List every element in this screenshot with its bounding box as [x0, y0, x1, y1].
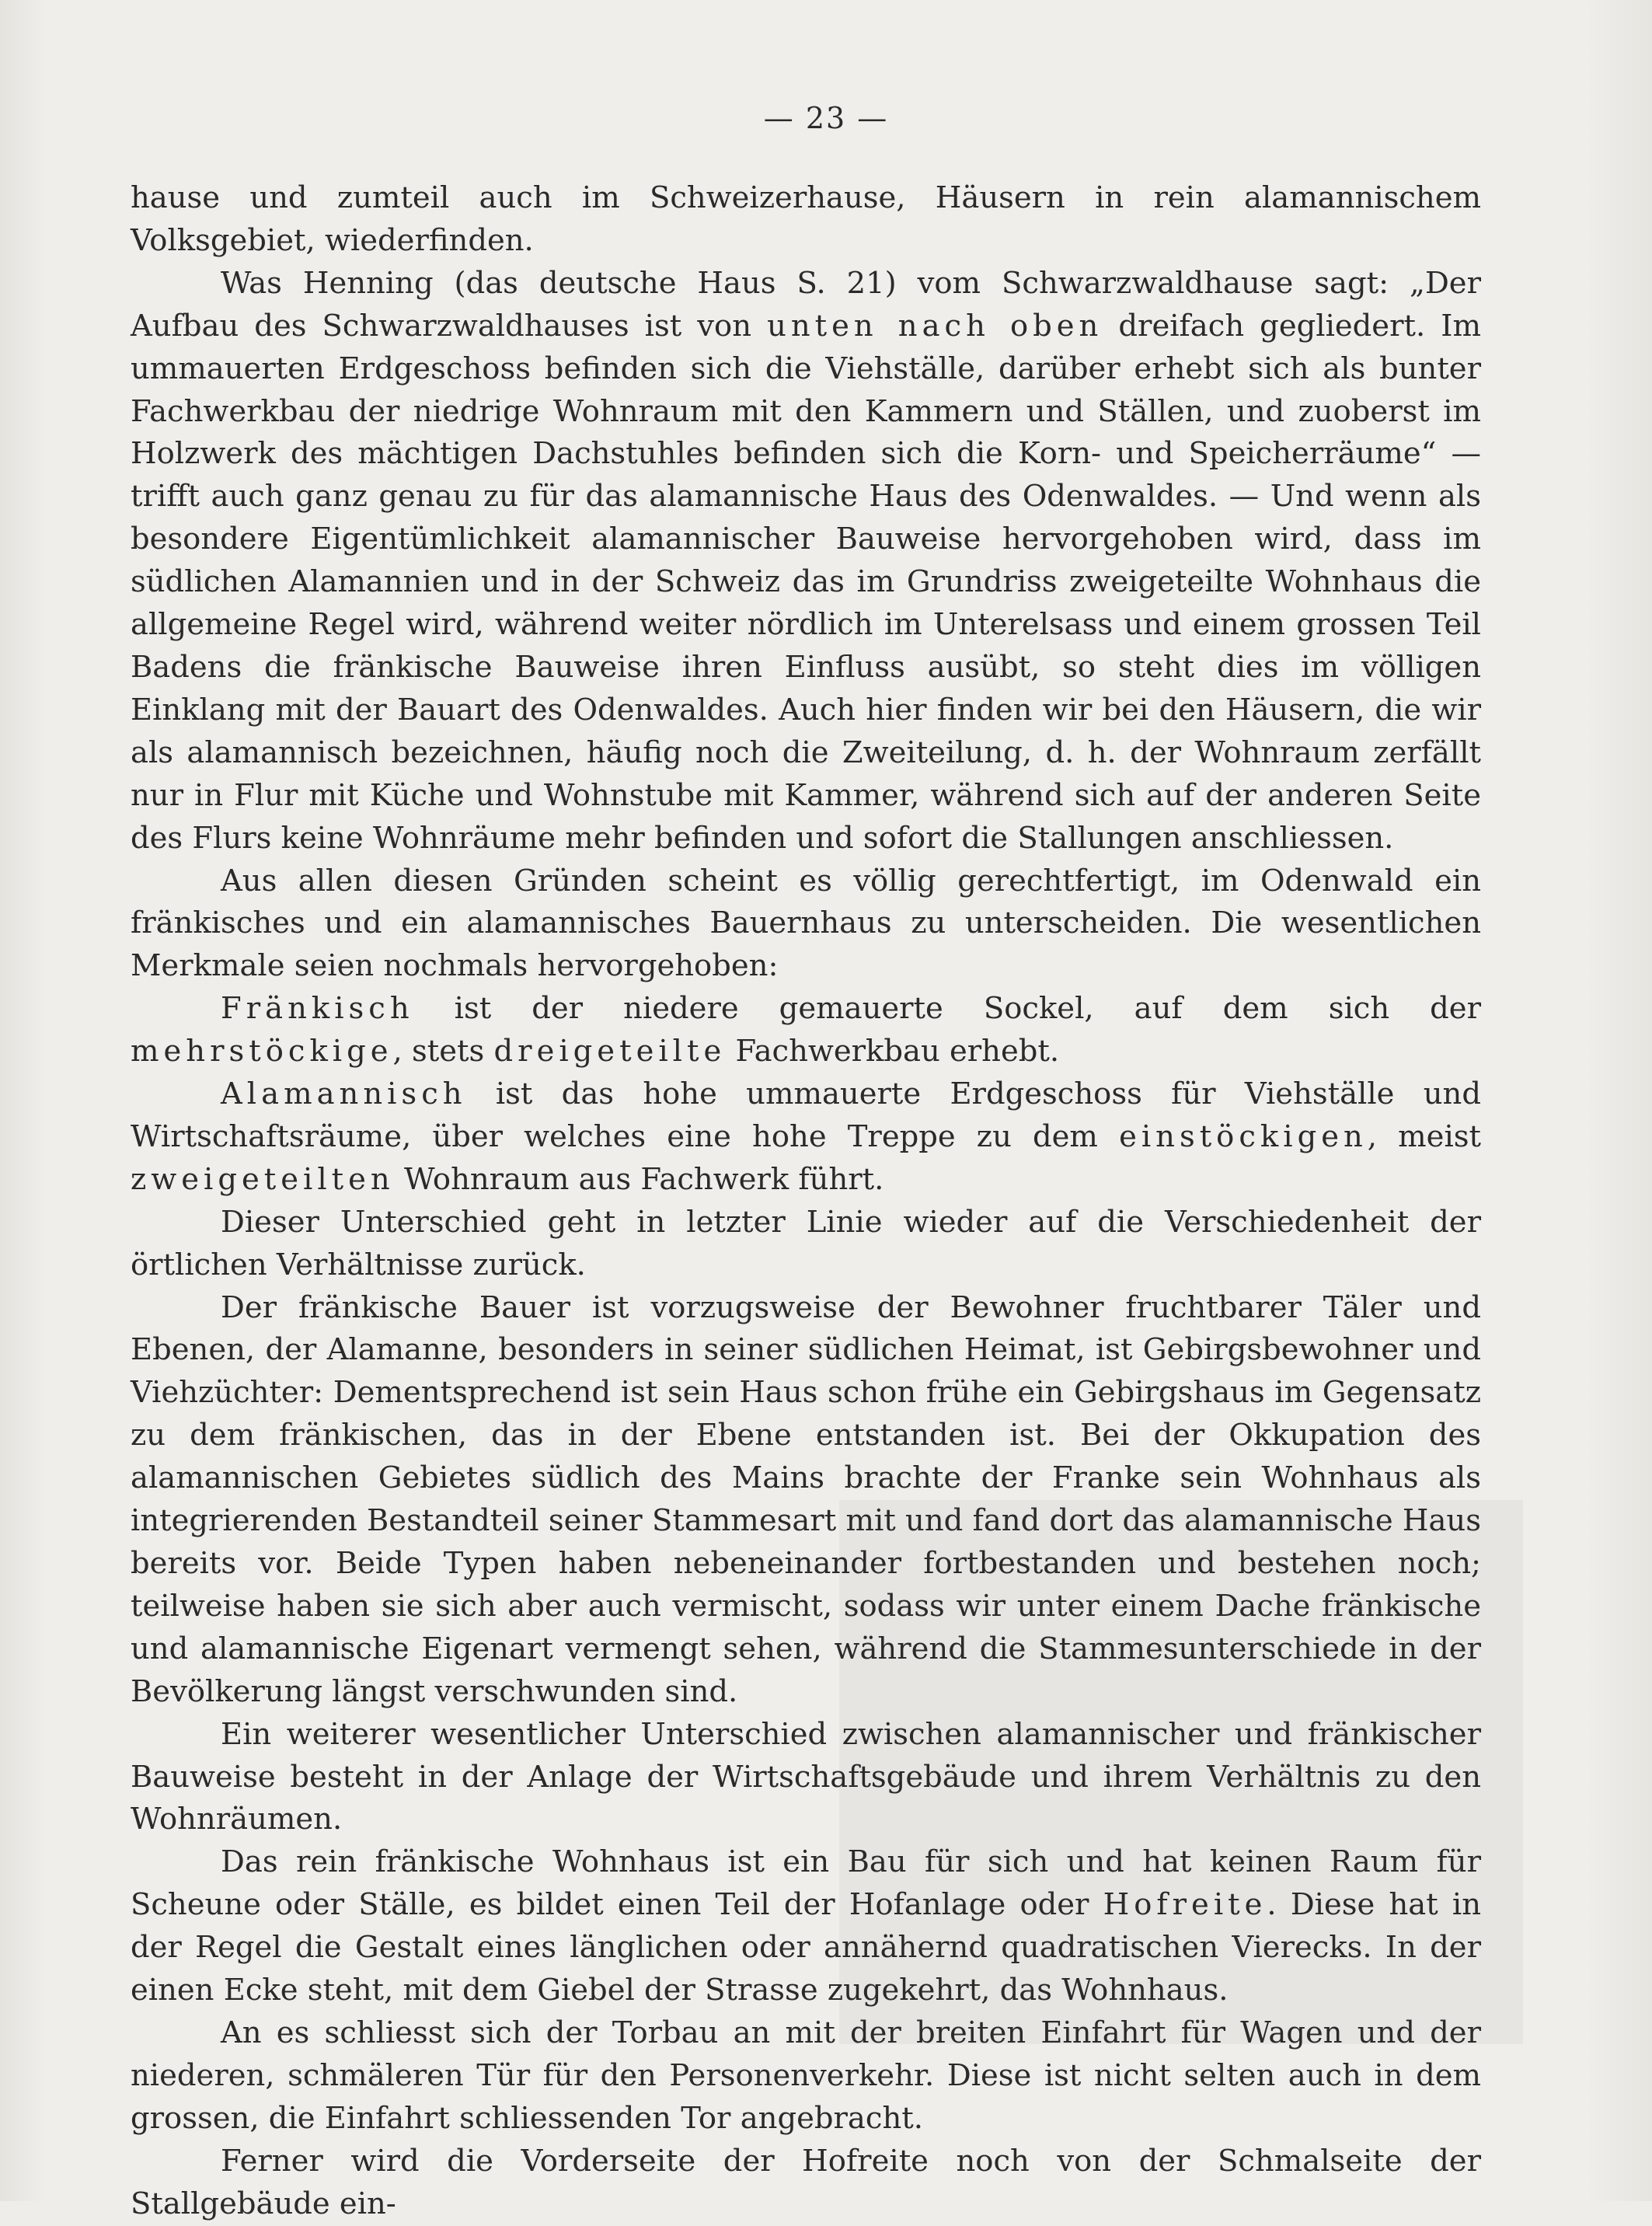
spaced-emphasis: mehrstöckige: [131, 1034, 393, 1069]
paragraph: Alamannisch ist das hohe ummauerte Erdgeschoss für Viehställe und Wirtschaftsräume, über welches eine hohe Treppe zu dem einstöckigen, meist zweigeteilten Wohnraum aus Fachwerk führt.: [131, 1076, 1481, 1197]
paragraph: Ein weiterer wesentlicher Unterschied zwischen alamannischer und fränkischer Bauweise besteht in der Anlage der Wirtschaftsgebäude und ihrem Verhältnis zu den Wohnräumen.: [131, 1716, 1481, 1837]
paragraph: Dieser Unterschied geht in letzter Linie wieder auf die Verschiedenheit der örtlichen Verhältnisse zurück.: [131, 1204, 1481, 1282]
spaced-emphasis: Fränkisch: [221, 991, 414, 1027]
paragraph: An es schliesst sich der Torbau an mit der breiten Einfahrt für Wagen und der niederen, schmäleren Tür für den Personenverkehr. Diese ist nicht selten auch in dem grossen, die Einfahrt schliessenden Tor angebracht.: [131, 2015, 1481, 2136]
spaced-emphasis: Hofreite: [1103, 1887, 1267, 1923]
spaced-emphasis: einstöckigen: [1119, 1118, 1368, 1154]
spaced-emphasis: zweigeteilten: [131, 1161, 395, 1197]
paragraph: Was Henning (das deutsche Haus S. 21) vom Schwarzwaldhause sagt: „Der Aufbau des Schwarzwaldhauses ist von unten nach oben dreifach gegliedert. Im ummauerten Erdgeschoss befinden sich die Viehställe, darüber erhebt sich als bunter Fachwerkbau der niedrige Wohnraum mit den Kammern und Ställen, und zuoberst im Holzwerk des mächtigen Dachstuhles befinden sich die Korn- und Speicherräume“ — trifft auch ganz genau zu für das alamannische Haus des Odenwaldes. — Und wenn als besondere Eigentümlichkeit alamannischer Bauweise hervorgehoben wird, dass im südlichen Alamannien und in der Schweiz das im Grundriss zweigeteilte Wohnhaus die allgemeine Regel wird, während weiter nördlich im Unterelsass und einem grossen Teil Badens die fränkische Bauweise ihren Einfluss ausübt, so steht dies im völligen Einklang mit der Bauart des Odenwaldes. Auch hier finden wir bei den Häusern, die wir als alamannisch bezeichnen, häufig noch die Zweiteilung, d. h. der Wohnraum zerfällt nur in Flur mit Küche und Wohnstube mit Kammer, während sich auf der anderen Seite des Flurs keine Wohnräume mehr befinden und sofort die Stallungen anschliessen.: [131, 265, 1481, 856]
paragraph: Das rein fränkische Wohnhaus ist ein Bau für sich und hat keinen Raum für Scheune oder Ställe, es bildet einen Teil der Hofanlage oder Hofreite. Diese hat in der Regel die Gestalt eines länglichen oder annähernd quadratischen Vierecks. In der einen Ecke steht, mit dem Giebel der Strasse zugekehrt, das Wohnhaus.: [131, 1844, 1481, 2008]
body-text: [131, 177, 1481, 2226]
paragraph: Ferner wird die Vorderseite der Hofreite noch von der Schmalseite der Stallgebäude ein-: [131, 2143, 1481, 2221]
paragraph: Fränkisch ist der niedere gemauerte Sockel, auf dem sich der mehrstöckige, stets dreigeteilte Fachwerkbau erhebt.: [131, 991, 1481, 1069]
spaced-emphasis: Alamannisch: [221, 1076, 467, 1112]
spaced-emphasis: dreigeteilte: [493, 1034, 727, 1069]
paragraph: hause und zumteil auch im Schweizerhause, Häusern in rein alamannischem Volksgebiet, wiederfinden.: [131, 180, 1481, 258]
page-number: — 23 —: [763, 101, 889, 135]
spaced-emphasis: unten nach oben: [767, 308, 1103, 344]
paragraph: Der fränkische Bauer ist vorzugsweise der Bewohner fruchtbarer Täler und Ebenen, der Alamanne, besonders in seiner südlichen Heimat, ist Gebirgsbewohner und Viehzüchter: Dementsprechend ist sein Haus schon frühe ein Gebirgshaus im Gegensatz zu dem fränkischen, das in der Ebene entstanden ist. Bei der Okkupation des alamannischen Gebietes südlich des Mains brachte der Franke sein Wohnhaus als integrierenden Bestandteil seiner Stammesart mit und fand dort das alamannische Haus bereits vor. Beide Typen haben nebeneinander fortbestanden und bestehen noch; teilweise haben sie sich aber auch vermischt, sodass wir unter einem Dache fränkische und alamannische Eigenart vermengt sehen, während die Stammesunterschiede in der Bevölkerung längst verschwunden sind.: [131, 1289, 1481, 1709]
paragraph: Aus allen diesen Gründen scheint es völlig gerechtfertigt, im Odenwald ein fränkisches und ein alamannisches Bauernhaus zu unterscheiden. Die wesentlichen Merkmale seien nochmals hervorgehoben:: [131, 863, 1481, 984]
